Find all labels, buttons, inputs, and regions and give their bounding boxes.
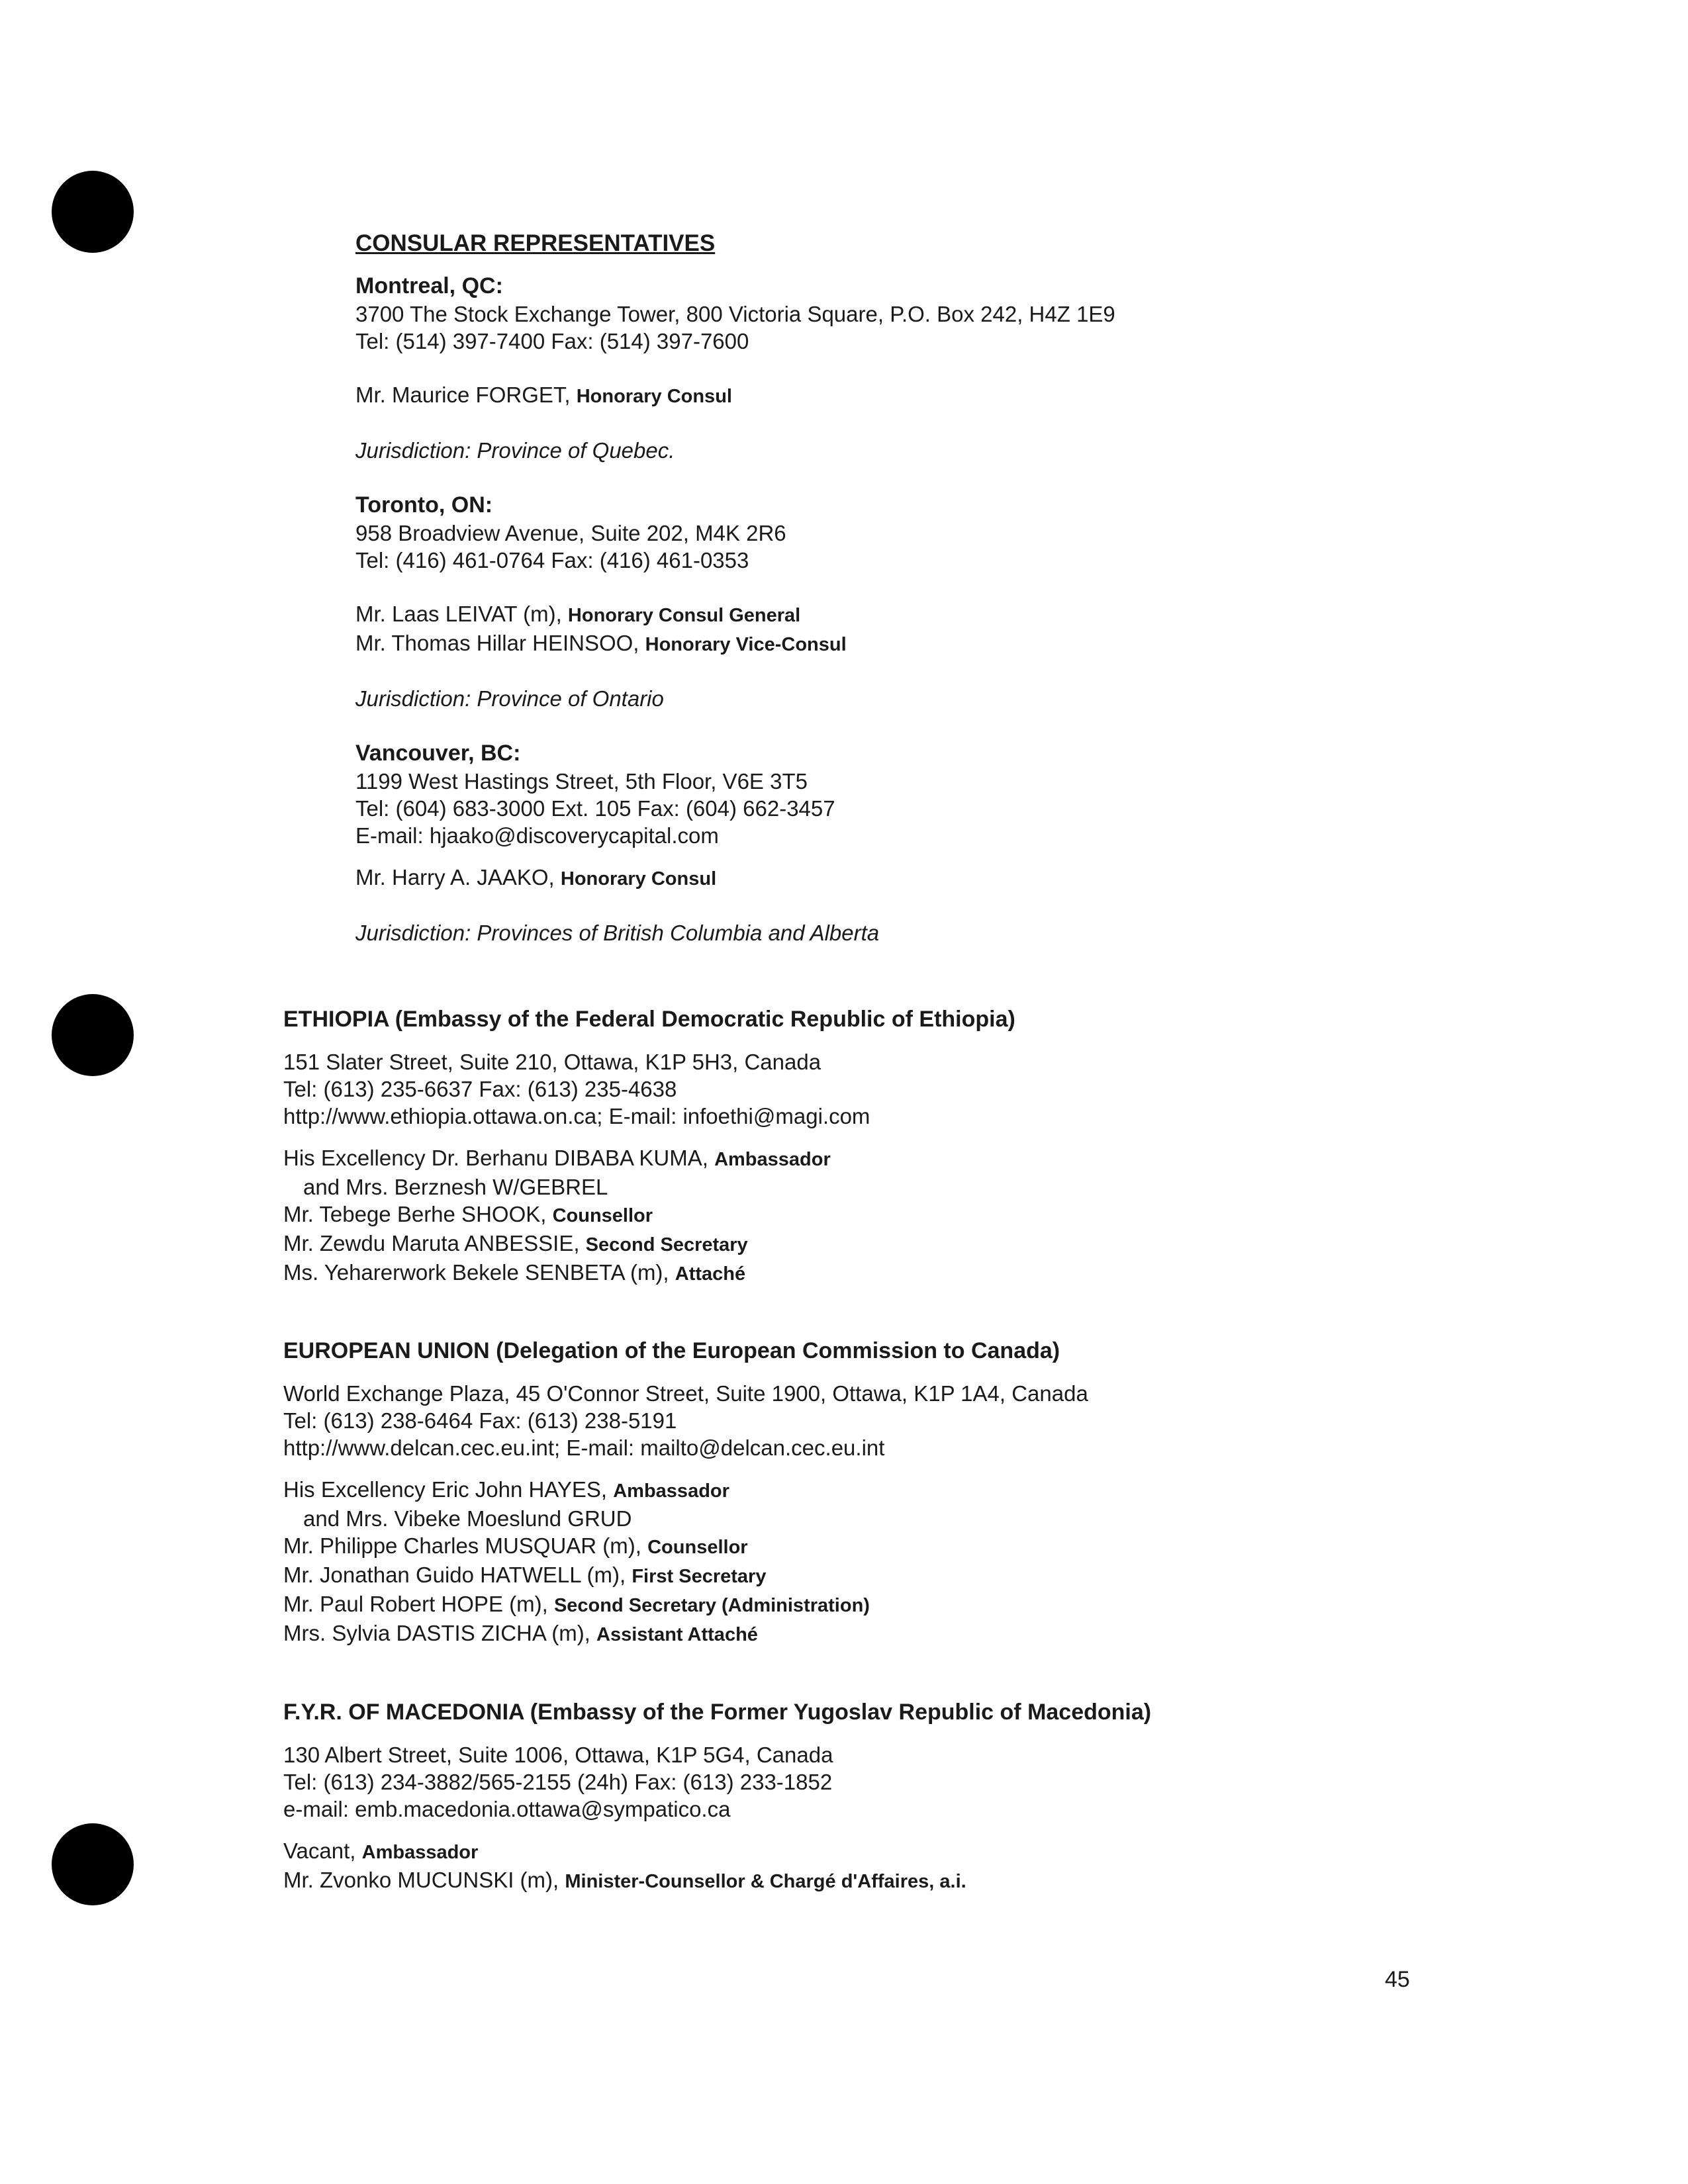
mission-web: e-mail: emb.macedonia.ottawa@sympatico.ca: [283, 1797, 731, 1821]
consulate-jurisdiction: Jurisdiction: Provinces of British Columbia and Alberta: [355, 921, 880, 945]
mission-tel: Tel: (613) 234-3882/565-2155 (24h) Fax: (613) 233-1852: [283, 1770, 833, 1794]
staff-role: Honorary Consul: [560, 868, 717, 889]
staff-name: Mrs. Sylvia DASTIS ZICHA (m),: [283, 1621, 597, 1645]
mission-heading: F.Y.R. OF MACEDONIA (Embassy of the Former Yugoslav Republic of Macedonia): [283, 1700, 1152, 1725]
staff-entry: [283, 1866, 1151, 1895]
staff-entry: [283, 1561, 1088, 1590]
staff-entry: [283, 1173, 1015, 1201]
staff-name: Mr. Zewdu Maruta ANBESSIE,: [283, 1231, 586, 1255]
staff-role: Attaché: [675, 1263, 746, 1285]
consulate-city: Vancouver, BC:: [355, 741, 521, 766]
mission-web: http://www.delcan.cec.eu.int; E-mail: mailto@delcan.cec.eu.int: [283, 1435, 885, 1460]
mission-heading: EUROPEAN UNION (Delegation of the European Commission to Canada): [283, 1338, 1060, 1363]
staff-entry: [283, 1590, 1088, 1619]
consulate-tel: Tel: (514) 397-7400 Fax: (514) 397-7600: [355, 329, 749, 353]
staff-role: Counsellor: [552, 1205, 653, 1226]
staff-entry: [283, 1476, 1088, 1505]
staff-name: Mr. Philippe Charles MUSQUAR (m),: [283, 1533, 648, 1558]
staff-name: Mr. Harry A. JAAKO,: [355, 865, 561, 889]
staff-entry: [355, 600, 1115, 629]
staff-entry: [283, 1837, 1151, 1866]
staff-role: Honorary Consul: [576, 386, 732, 407]
mission-address: 130 Albert Street, Suite 1006, Ottawa, K1P 5G4, Canada: [283, 1743, 833, 1767]
staff-role: Ambassador: [613, 1480, 729, 1502]
section-title: CONSULAR REPRESENTATIVES: [355, 230, 716, 256]
mission-address: World Exchange Plaza, 45 O'Connor Street, Suite 1900, Ottawa, K1P 1A4, Canada: [283, 1381, 1088, 1406]
consulate-address: 958 Broadview Avenue, Suite 202, M4K 2R6: [355, 521, 786, 545]
consulate-address: 3700 The Stock Exchange Tower, 800 Victoria Square, P.O. Box 242, H4Z 1E9: [355, 302, 1115, 326]
consulate-city: Toronto, ON:: [355, 492, 493, 518]
staff-name: and Mrs. Vibeke Moeslund GRUD: [303, 1506, 632, 1531]
consulate-address: 1199 West Hastings Street, 5th Floor, V6E 3T5: [355, 769, 808, 794]
staff-entry: [283, 1532, 1088, 1561]
staff-entry: [355, 629, 1115, 659]
staff-name: Mr. Zvonko MUCUNSKI (m),: [283, 1868, 565, 1892]
staff-entry: [283, 1619, 1088, 1649]
staff-role: First Secretary: [632, 1566, 767, 1587]
consulate-tel: Tel: (604) 683-3000 Ext. 105 Fax: (604) 662-3457: [355, 796, 835, 821]
staff-entry: [283, 1144, 1015, 1173]
punch-hole-middle: [52, 994, 134, 1076]
staff-role: Second Secretary: [585, 1234, 748, 1255]
staff-role: Second Secretary (Administration): [553, 1595, 870, 1616]
mission-heading: ETHIOPIA (Embassy of the Federal Democratic Republic of Ethiopia): [283, 1007, 1015, 1032]
staff-name: Mr. Thomas Hillar HEINSOO,: [355, 631, 645, 655]
page-number: 45: [1385, 1967, 1410, 1992]
consulate-tel: Tel: (416) 461-0764 Fax: (416) 461-0353: [355, 548, 749, 572]
staff-name: Mr. Maurice FORGET,: [355, 383, 577, 407]
mission-web: http://www.ethiopia.ottawa.on.ca; E-mail: infoethi@magi.com: [283, 1104, 870, 1128]
punch-hole-bottom: [52, 1823, 134, 1905]
staff-name: Mr. Paul Robert HOPE (m),: [283, 1592, 554, 1616]
staff-role: Ambassador: [714, 1149, 831, 1170]
consulate-jurisdiction: Jurisdiction: Province of Ontario: [355, 686, 664, 711]
staff-role: Honorary Consul General: [567, 605, 801, 626]
staff-name: His Excellency Eric John HAYES,: [283, 1477, 614, 1502]
consular-section: [355, 230, 1115, 946]
mission-european-union: [283, 1336, 1088, 1649]
consulate-city: Montreal, QC:: [355, 273, 503, 298]
mission-tel: Tel: (613) 238-6464 Fax: (613) 238-5191: [283, 1408, 677, 1433]
staff-name: His Excellency Dr. Berhanu DIBABA KUMA,: [283, 1146, 715, 1170]
consulate-jurisdiction: Jurisdiction: Province of Quebec.: [355, 438, 675, 463]
mission-tel: Tel: (613) 235-6637 Fax: (613) 235-4638: [283, 1077, 677, 1101]
staff-name: Mr. Laas LEIVAT (m),: [355, 602, 568, 626]
staff-name: and Mrs. Berznesh W/GEBREL: [303, 1175, 608, 1199]
mission-address: 151 Slater Street, Suite 210, Ottawa, K1P 5H3, Canada: [283, 1050, 821, 1074]
staff-entry: [355, 381, 1115, 410]
staff-role: Counsellor: [647, 1537, 748, 1558]
staff-role: Ambassador: [361, 1842, 479, 1863]
mission-ethiopia: [283, 1005, 1015, 1288]
staff-name: Mr. Jonathan Guido HATWELL (m),: [283, 1563, 632, 1587]
staff-entry: [283, 1505, 1088, 1532]
punch-hole-top: [52, 171, 134, 253]
staff-role: Honorary Vice-Consul: [645, 634, 847, 655]
staff-entry: [283, 1259, 1015, 1288]
staff-role: Assistant Attaché: [596, 1624, 758, 1645]
staff-name: Vacant,: [283, 1839, 362, 1863]
staff-name: Mr. Tebege Berhe SHOOK,: [283, 1202, 553, 1226]
staff-entry: [355, 864, 1115, 893]
staff-entry: [283, 1201, 1015, 1230]
staff-name: Ms. Yeharerwork Bekele SENBETA (m),: [283, 1260, 675, 1285]
mission-macedonia: [283, 1698, 1151, 1895]
staff-role: Minister-Counsellor & Chargé d'Affaires, a.i.: [565, 1871, 966, 1892]
staff-entry: [283, 1230, 1015, 1259]
consulate-email: E-mail: hjaako@discoverycapital.com: [355, 823, 719, 848]
